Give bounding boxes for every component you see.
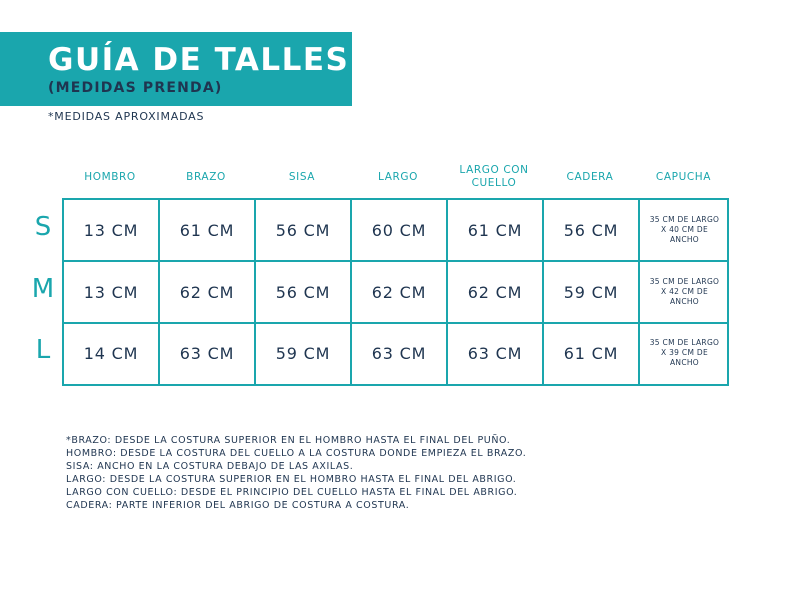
table-cell: 13 CM	[83, 220, 139, 240]
table-cell: 62 CM	[467, 282, 523, 302]
column-header-2: SISA	[288, 171, 316, 183]
table-cell: 60 CM	[371, 220, 427, 240]
size-table	[62, 198, 729, 386]
column-header-3: LARGO	[378, 171, 418, 183]
table-cell: 63 CM	[467, 343, 523, 363]
table-cell: 59 CM	[563, 282, 619, 302]
column-header-5: CADERA	[566, 171, 614, 183]
approximate-note: *MEDIDAS APROXIMADAS	[48, 110, 205, 123]
note-line: SISA: ANCHO EN LA COSTURA DEBAJO DE LAS AXILAS.	[66, 461, 354, 472]
table-cell: 14 CM	[83, 343, 139, 363]
table-cell: 35 CM DE LARGO X 39 CM DE ANCHO	[649, 338, 720, 367]
measurement-notes	[66, 434, 526, 512]
note-line: CADERA: PARTE INFERIOR DEL ABRIGO DE COSTURA A COSTURA.	[66, 500, 410, 511]
page-title: GUÍA DE TALLES	[48, 42, 350, 78]
table-cell: 35 CM DE LARGO X 40 CM DE ANCHO	[649, 215, 720, 244]
size-label-m: M	[31, 274, 55, 304]
page-subtitle: (MEDIDAS PRENDA)	[48, 80, 223, 96]
table-cell: 56 CM	[275, 220, 331, 240]
table-cell: 62 CM	[371, 282, 427, 302]
table-cell: 62 CM	[179, 282, 235, 302]
table-cell: 13 CM	[83, 282, 139, 302]
column-header-1: BRAZO	[186, 171, 226, 183]
table-cell: 63 CM	[371, 343, 427, 363]
note-line: HOMBRO: DESDE LA COSTURA DEL CUELLO A LA COSTURA DONDE EMPIEZA EL BRAZO.	[66, 448, 527, 459]
size-label-s: S	[34, 212, 52, 242]
table-cell: 61 CM	[179, 220, 235, 240]
table-cell: 56 CM	[563, 220, 619, 240]
note-line: LARGO: DESDE LA COSTURA SUPERIOR EN EL HOMBRO HASTA EL FINAL DEL ABRIGO.	[66, 474, 517, 485]
table-cell: 61 CM	[467, 220, 523, 240]
size-label-l: L	[35, 335, 51, 365]
table-cell: 63 CM	[179, 343, 235, 363]
table-cell: 59 CM	[275, 343, 331, 363]
table-cell: 56 CM	[275, 282, 331, 302]
note-line: LARGO CON CUELLO: DESDE EL PRINCIPIO DEL CUELLO HASTA EL FINAL DEL ABRIGO.	[66, 487, 518, 498]
table-cell: 35 CM DE LARGO X 42 CM DE ANCHO	[649, 277, 720, 306]
table-cell: 61 CM	[563, 343, 619, 363]
column-header-4: LARGO CON CUELLO	[459, 164, 529, 189]
note-line: *BRAZO: DESDE LA COSTURA SUPERIOR EN EL HOMBRO HASTA EL FINAL DEL PUÑO.	[66, 435, 511, 446]
column-header-0: HOMBRO	[84, 171, 136, 183]
column-header-6: CAPUCHA	[655, 171, 712, 183]
